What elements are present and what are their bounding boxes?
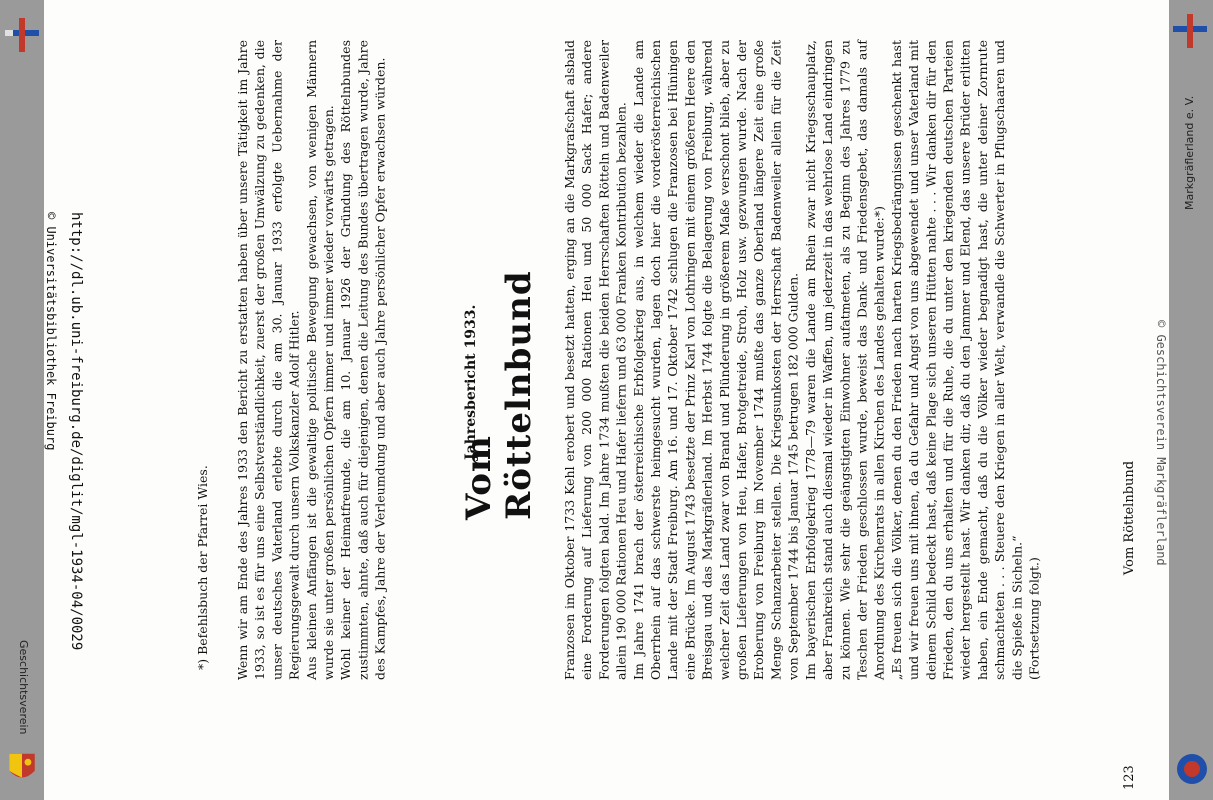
shield-logo-icon	[5, 752, 39, 786]
paragraph: Wenn wir am Ende des Jahres 1933 den Bericht zu erstatten haben über unsere Tätigkeit im Jahre 1933, so ist es für uns eine Selbstverständlichkeit, zuerst der großen Umwälzung zu gedenken, die unser deutsches Vaterland erlebte durch die am 30. Januar 1933 erfolgte Uebernahme der Regierungsgewalt durch unsern Volkskanzler Adolf Hitler.	[235, 40, 302, 680]
left-gutter	[0, 0, 44, 800]
source-copyright: © Universitätsbibliothek Freiburg	[44, 212, 58, 451]
running-head: Vom Röttelnbund	[1122, 460, 1137, 576]
continuation-note: (Fortsetzung folgt.)	[1026, 557, 1042, 680]
paragraph: Wohl keiner der Heimatfreunde, die am 10. Januar 1926 der Gründung des Röttelnbundes zustimmten, ahnte, daß auch für diejenigen, denen die Leitung des Bundes übertragen wurde, Jahre des Kampfes, Jahre der Verleumdung und aber auch Jahre persönlicher Opfer erwachsen würden.	[338, 40, 388, 680]
paragraph: Im bayerischen Erbfolgekrieg 1778—79 waren die Lande am Rhein zwar nicht Kriegsschauplatz, aber Frankreich stand auch diesmal wieder in Waffen, um jederzeit in das wehrlose Land eindringen zu können. Wie sehr die geängstigten Einwohner aufatmeten, als zu Beginn des Jahres 1779 zu Teschen der Frieden geschlossen wurde, beweist das Dank- und Friedensgebet, das damals auf Anordnung des Kirchenrats in allen Kirchen des Landes gehalten wurde:*)	[802, 40, 887, 680]
right-gutter	[1169, 0, 1213, 800]
section-title: Vom Röttelnbund	[459, 270, 539, 520]
text-column-top	[561, 40, 1111, 680]
footnote: *) Befehlsbuch der Pfarrei Wies.	[195, 465, 210, 670]
flag-logo-icon	[1173, 14, 1207, 48]
paragraph: „Es freuen sich die Völker, denen du den Frieden nach harten Kriegsbedrängnissen geschenkt hast und wir freuen uns mit ihnen, da du Gefahr und Angst von uns abgewendet und unser Vaterland mit deinem Schild bedeckt hast, daß keine Plage sich unseren Hütten nahte . . . Wir danken dir für den Frieden, den du uns erhalten und für die Ruhe, die du unter den kriegenden deutschen Parteien wieder hergestellt hast. Wir danken dir, daß du den Jammer und Elend, das unsere Brüder erlitten haben, ein Ende gemacht, daß du die Völker wieder begnadigt hast, die unter deiner Zornrute schmachteten . . . Steuere den Kriegen in aller Welt, verwandle die Schwerter in Pflugschaaren und die Spieße in Sicheln.“	[888, 40, 1025, 680]
paragraph: Franzosen im Oktober 1733 Kehl erobert und besetzt hatten, erging an die Markgrafschaft alsbald eine Forderung auf Lieferung von 200 000 Rationen Heu und 50 000 Sack Hafer; andere Forderungen folgten bald. Im Jahre 1734 mußten die beiden Herrschaften Rötteln und Badenweiler allein 190 000 Rationen Heu und Hafer liefern und 63 000 Franken Kontribution bezahlen.	[562, 40, 629, 680]
round-logo-icon	[1175, 752, 1209, 786]
source-link[interactable]: http://dl.ub.uni-freiburg.de/diglit/mgl-1934-04/0029	[68, 212, 84, 651]
document-page	[44, 0, 1169, 800]
right-copyright: © Geschichtsverein Markgräflerland	[1154, 320, 1168, 566]
flag-logo-icon	[5, 18, 39, 52]
text-column-bottom	[234, 40, 454, 680]
paragraph: Aus kleinen Anfängen ist die gewaltige politische Bewegung gewachsen, von wenigen Männern wurde sie unter großen persönlichen Opfern immer und immer wieder vorwärts getragen.	[303, 40, 337, 680]
viewer-side-label-right: Markgräflerland e. V.	[1183, 95, 1196, 210]
paragraph: Im Jahre 1741 brach der österreichische Erbfolgekrieg aus, in welchem wieder die Lande am Oberrhein auf das schwerste heimgesucht wurden, lagen doch hier die vorderösterreichischen Lande mit der Stadt Freiburg. Am 16. und 17. Oktober 1742 schlugen die Franzosen bei Hüningen eine Brücke. Im August 1743 besetzte der Prinz Karl von Lothringen mit einem größeren Heere den Breisgau und das Markgräflerland. Im Herbst 1744 folgte die Belagerung von Freiburg, während welcher Zeit das Land zwar von Brand und Plünderung in größerem Maße verschont blieb, aber zu großen Lieferungen von Heu, Hafer, Brotgetreide, Stroh, Holz usw. gezwungen wurde. Nach der Eroberung von Freiburg im November 1744 mußte das ganze Oberland längere Zeit eine große Menge Schanzarbeiter stellen. Die Kriegsunkosten der Herrschaft Badenweiler allein für die Zeit von September 1744 bis Januar 1745 betrugen 182 000 Gulden.	[630, 40, 801, 680]
rotated-scan	[44, 0, 1169, 800]
page-number: 123	[1122, 765, 1137, 790]
running-head-block	[1121, 10, 1161, 790]
viewer-side-label: Geschichtsverein	[17, 640, 30, 735]
section-subtitle: Jahresbericht 1933.	[463, 304, 479, 460]
